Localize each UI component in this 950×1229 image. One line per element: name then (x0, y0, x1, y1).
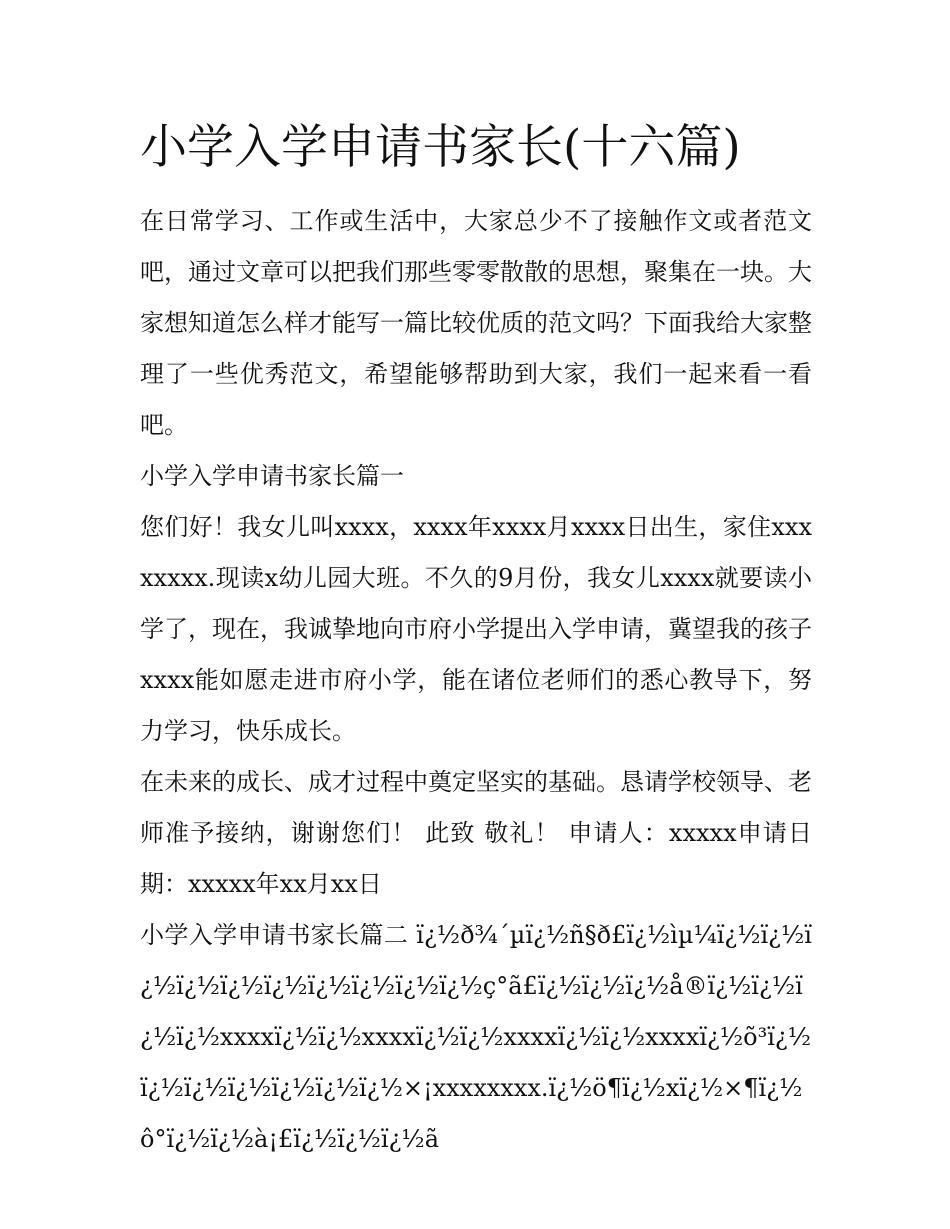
section-1-heading: 小学入学申请书家长篇一 (140, 462, 404, 490)
section-1-paragraph-1: 您们好！我女儿叫xxxx，xxxx年xxxx月xxxx日出生，家住xxxxxxxx.现读x幼儿园大班。不久的9月份，我女儿xxxx就要读小学了，现在，我诚挚地向市府小学提出入学申请，冀望我的孩子xxxx能如愿走进市府小学，能在诸位老师们的悉心教导下，努力学习，快乐成长。 (140, 513, 812, 745)
section-2-paragraph: 小学入学申请书家长篇二 ï¿½ð¾´µï¿½ñ§ð£ï¿½ìµ¼ï¿½ï¿½ï¿½ï¿½ï¿½ï¿½ï¿½ï¿½ï¿½ï¿½ç°ã£ï¿½ï¿½ï¿½å®ï¿½ï¿½ï¿½ï¿½xxxxï¿½ï¿½xxxxï¿½ï¿½xxxxï¿½ï¿½xxxxï¿½õ³ï¿½ï¿½ï¿½ï¿½ï¿½ï¿½ï¿½×¡xxxxxxxx.ï¿½ö¶ï¿½xï¿½×¶ï¿½ô°ï¿½ï¿½à¡£ï¿½ï¿½ï¿½ã (140, 921, 812, 1153)
document-title: 小学入学申请书家长(十六篇) (140, 120, 741, 175)
section-1-paragraph-2: 在未来的成长、成才过程中奠定坚实的基础。恳请学校领导、老师准予接纳，谢谢您们！ 此致 敬礼！ 申请人：xxxxx申请日期：xxxxx年xx月xx日 (140, 768, 812, 898)
intro-paragraph: 在日常学习、工作或生活中，大家总少不了接触作文或者范文吧，通过文章可以把我们那些零零散散的思想，聚集在一块。大家想知道怎么样才能写一篇比较优质的范文吗？下面我给大家整理了一些优秀范文，希望能够帮助到大家，我们一起来看一看吧。 (140, 207, 812, 439)
document-body (140, 196, 812, 1165)
